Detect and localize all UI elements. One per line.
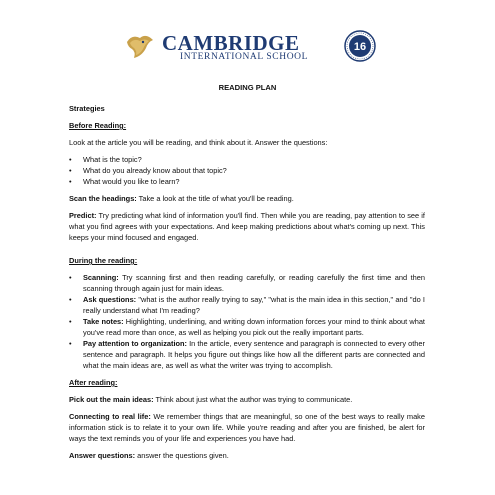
brand-subtitle: INTERNATIONAL SCHOOL: [180, 52, 309, 62]
connect-text: We remember things that are meaningful, so one of the best ways to really make information stick is to relate it to your own life. While you're reading and after you are finished, be alert for ways the text reminds you of your life and experiences you have had.: [69, 412, 425, 443]
after-reading-heading: After reading:: [69, 378, 118, 387]
list-item-label: Pay attention to organization:: [83, 339, 188, 348]
list-item-text: In the article, every sentence and paragraph is connected to every other sentence and paragraph. It helps you figure out things like how all the different parts are connected and what the main ideas are, as well as what the writer was trying to accomplish.: [83, 339, 425, 370]
list-item: [69, 272, 425, 294]
document-body: [69, 103, 425, 461]
round-seal-icon: [344, 30, 376, 62]
answer-questions-paragraph: [69, 450, 425, 461]
page-title: READING PLAN: [218, 83, 277, 92]
list-item-text: "what is the author really trying to say," "what is the main idea in this section," and "do I really understand what I'm reading?: [83, 295, 425, 315]
before-reading-heading: Before Reading:: [69, 121, 127, 130]
connect-label: Connecting to real life:: [69, 412, 151, 421]
strategies-heading: Strategies: [69, 104, 105, 113]
list-item: [69, 338, 425, 371]
list-item: [69, 154, 425, 165]
scan-label: Scan the headings:: [69, 194, 137, 203]
list-item-text: What is the topic?: [83, 155, 142, 164]
scan-headings-paragraph: [69, 193, 425, 204]
pick-text: Think about just what the author was trying to communicate.: [153, 395, 353, 404]
during-reading-heading: During the reading:: [69, 256, 138, 265]
pick-main-ideas-paragraph: [69, 394, 425, 405]
list-item-label: Take notes:: [83, 317, 124, 326]
answer-text: answer the questions given.: [135, 451, 229, 460]
list-item: [69, 176, 425, 187]
list-item-text: Try scanning first and then reading carefully, or reading carefully the first time and then scanning through again just for main ideas.: [83, 273, 425, 293]
list-item-text: Highlighting, underlining, and writing down information forces your mind to think about what you've read more than once, as well as helping you pick out the really important parts.: [83, 317, 425, 337]
bullet-icon: •: [69, 273, 72, 282]
predict-label: Predict:: [69, 211, 97, 220]
scan-text: Take a look at the title of what you'll be reading.: [136, 194, 294, 203]
seal-number: 16: [353, 41, 367, 53]
list-item: [69, 316, 425, 338]
bullet-icon: •: [69, 295, 72, 304]
list-item-label: Scanning:: [83, 273, 119, 282]
bullet-icon: •: [69, 166, 72, 175]
bullet-icon: •: [69, 155, 72, 164]
list-item-text: What would you like to learn?: [83, 177, 180, 186]
bullet-icon: •: [69, 339, 72, 348]
predict-paragraph: [69, 210, 425, 243]
brand-name: CAMBRIDGE: [162, 31, 300, 55]
list-item-label: Ask questions:: [83, 295, 137, 304]
list-item-text: What do you already know about that topic?: [83, 166, 227, 175]
list-item: [69, 165, 425, 176]
connecting-paragraph: [69, 411, 425, 444]
during-items-list: [69, 272, 425, 371]
before-reading-intro: Look at the article you will be reading, and think about it. Answer the questions:: [69, 138, 328, 147]
bullet-icon: •: [69, 177, 72, 186]
before-questions-list: [69, 154, 425, 187]
list-item: [69, 294, 425, 316]
answer-label: Answer questions:: [69, 451, 136, 460]
crest-lion-icon: [124, 32, 156, 60]
pick-label: Pick out the main ideas:: [69, 395, 154, 404]
school-logo: [118, 30, 378, 64]
bullet-icon: •: [69, 317, 72, 326]
predict-text: Try predicting what kind of information you'll find. Then while you are reading, pay attention to see if what you find agrees with your expectations. And keep making predictions about what's coming up next. This keeps your mind focused and engaged.: [69, 211, 425, 242]
